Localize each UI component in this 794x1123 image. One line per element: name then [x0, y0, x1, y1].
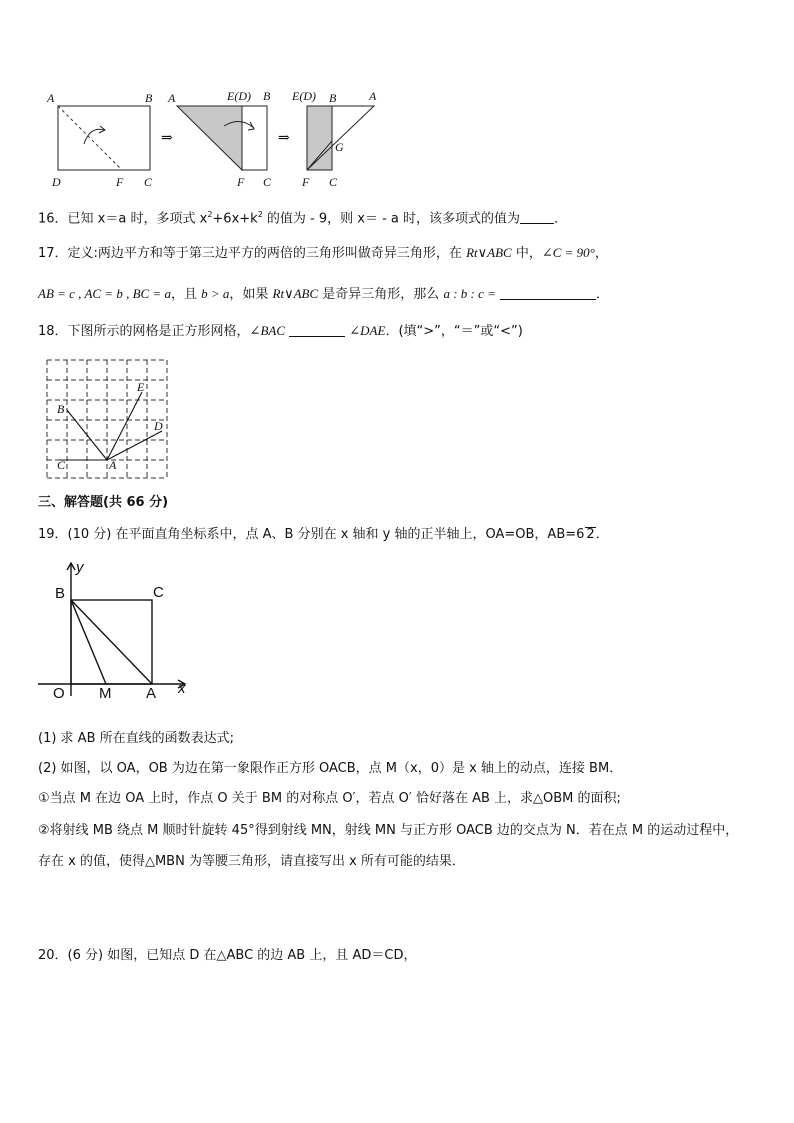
label-b3: B [329, 91, 337, 105]
answer-blank-17[interactable] [500, 287, 596, 300]
label-a2: A [168, 91, 176, 105]
label-a1: A [47, 91, 55, 105]
arrow-implies2-icon: ⇒ [278, 131, 290, 146]
question-19-head: 19．(10 分) 在平面直角坐标系中，点 A、B 分别在 x 轴和 y 轴的正半轴上，OA=OB，AB=6 2． [38, 527, 609, 542]
question-19-part1: (1) 求 AB 所在直线的函数表达式; [38, 731, 235, 746]
label-ed2: E(D) [227, 89, 251, 103]
shaded-strip [307, 106, 332, 170]
folded-triangle [177, 106, 242, 170]
label-a3: A [369, 89, 377, 103]
rectangle-part [242, 106, 267, 170]
label-d1: D [52, 175, 61, 189]
arrow-implies-icon: ⇒ [161, 131, 173, 146]
point-label-m: M [99, 685, 112, 702]
grid-label-a: A [109, 458, 117, 472]
point-label-c: C [153, 584, 164, 601]
answer-blank-18[interactable] [289, 324, 345, 337]
point-label-a: A [146, 685, 157, 702]
label-b2: B [263, 89, 271, 103]
label-c2: C [263, 175, 272, 189]
label-c3: C [329, 175, 338, 189]
segment-ab [71, 600, 152, 684]
section-heading: 三、解答题(共 66 分) [38, 495, 169, 510]
point-label-o: O [53, 685, 65, 702]
label-f1: F [116, 175, 124, 189]
label-g3: G [335, 140, 344, 154]
grid-label-b: B [57, 402, 65, 416]
answer-blank-16[interactable] [520, 211, 554, 224]
question-18: 18．下图所示的网格是正方形网格，∠BAC ∠DAE．(填“>”，“＝”或“<”) [38, 323, 523, 339]
label-f3: F [302, 175, 310, 189]
fold-figure [44, 86, 389, 192]
question-20: 20．(6 分) 如图，已知点 D 在△ABC 的边 AB 上，且 AD＝CD， [38, 948, 417, 963]
label-b1: B [145, 91, 153, 105]
rectangle-abcd [58, 106, 150, 170]
grid-label-d: D [154, 419, 163, 433]
ray-ad [107, 431, 162, 460]
label-c1: C [144, 175, 153, 189]
label-f2: F [237, 175, 245, 189]
question-17-line1: 17．定义:两边平方和等于第三边平方的两倍的三角形叫做奇异三角形，在 Rt∨ABC 中，∠C = 90°， [38, 245, 608, 261]
question-19-part2-1: ①当点 M 在边 OA 上时，作点 O 关于 BM 的对称点 O′，若点 O′ 恰好落在 AB 上，求△OBM 的面积; [38, 791, 621, 806]
question-19-part2-2-cont: 存在 x 的值，使得△MBN 为等腰三角形，请直接写出 x 所有可能的结果． [38, 854, 465, 869]
label-ed3: E(D) [292, 89, 316, 103]
point-label-b: B [55, 585, 66, 602]
coordinate-figure [36, 560, 196, 700]
axis-label-x: x [178, 680, 186, 697]
question-17-line2: AB = c , AC = b , BC = a，且 b > a，如果 Rt∨ABC 是奇异三角形，那么 a : b : c = ． [38, 286, 610, 302]
ray-ae [107, 392, 142, 460]
segment-bm [71, 600, 106, 684]
grid-label-c: C [57, 458, 66, 472]
question-16: 16．已知 x＝a 时，多项式 $x^2+6x+k^2$ 的值为 - 9，则 x＝ - a 时，该多项式的值为 ． [38, 210, 568, 227]
axis-label-y: y [76, 559, 84, 576]
question-19-part2-2: ②将射线 MB 绕点 M 顺时针旋转 45°得到射线 MN，射线 MN 与正方形 OACB 边的交点为 N．若在点 M 的运动过程中， [38, 823, 739, 838]
fold-line-af [58, 106, 122, 170]
square-grid-figure [46, 359, 170, 479]
grid-label-e: E [137, 380, 145, 394]
question-19-part2: (2) 如图，以 OA，OB 为边在第一象限作正方形 OACB，点 M（x，0）是 x 轴上的动点，连接 BM． [38, 761, 623, 776]
